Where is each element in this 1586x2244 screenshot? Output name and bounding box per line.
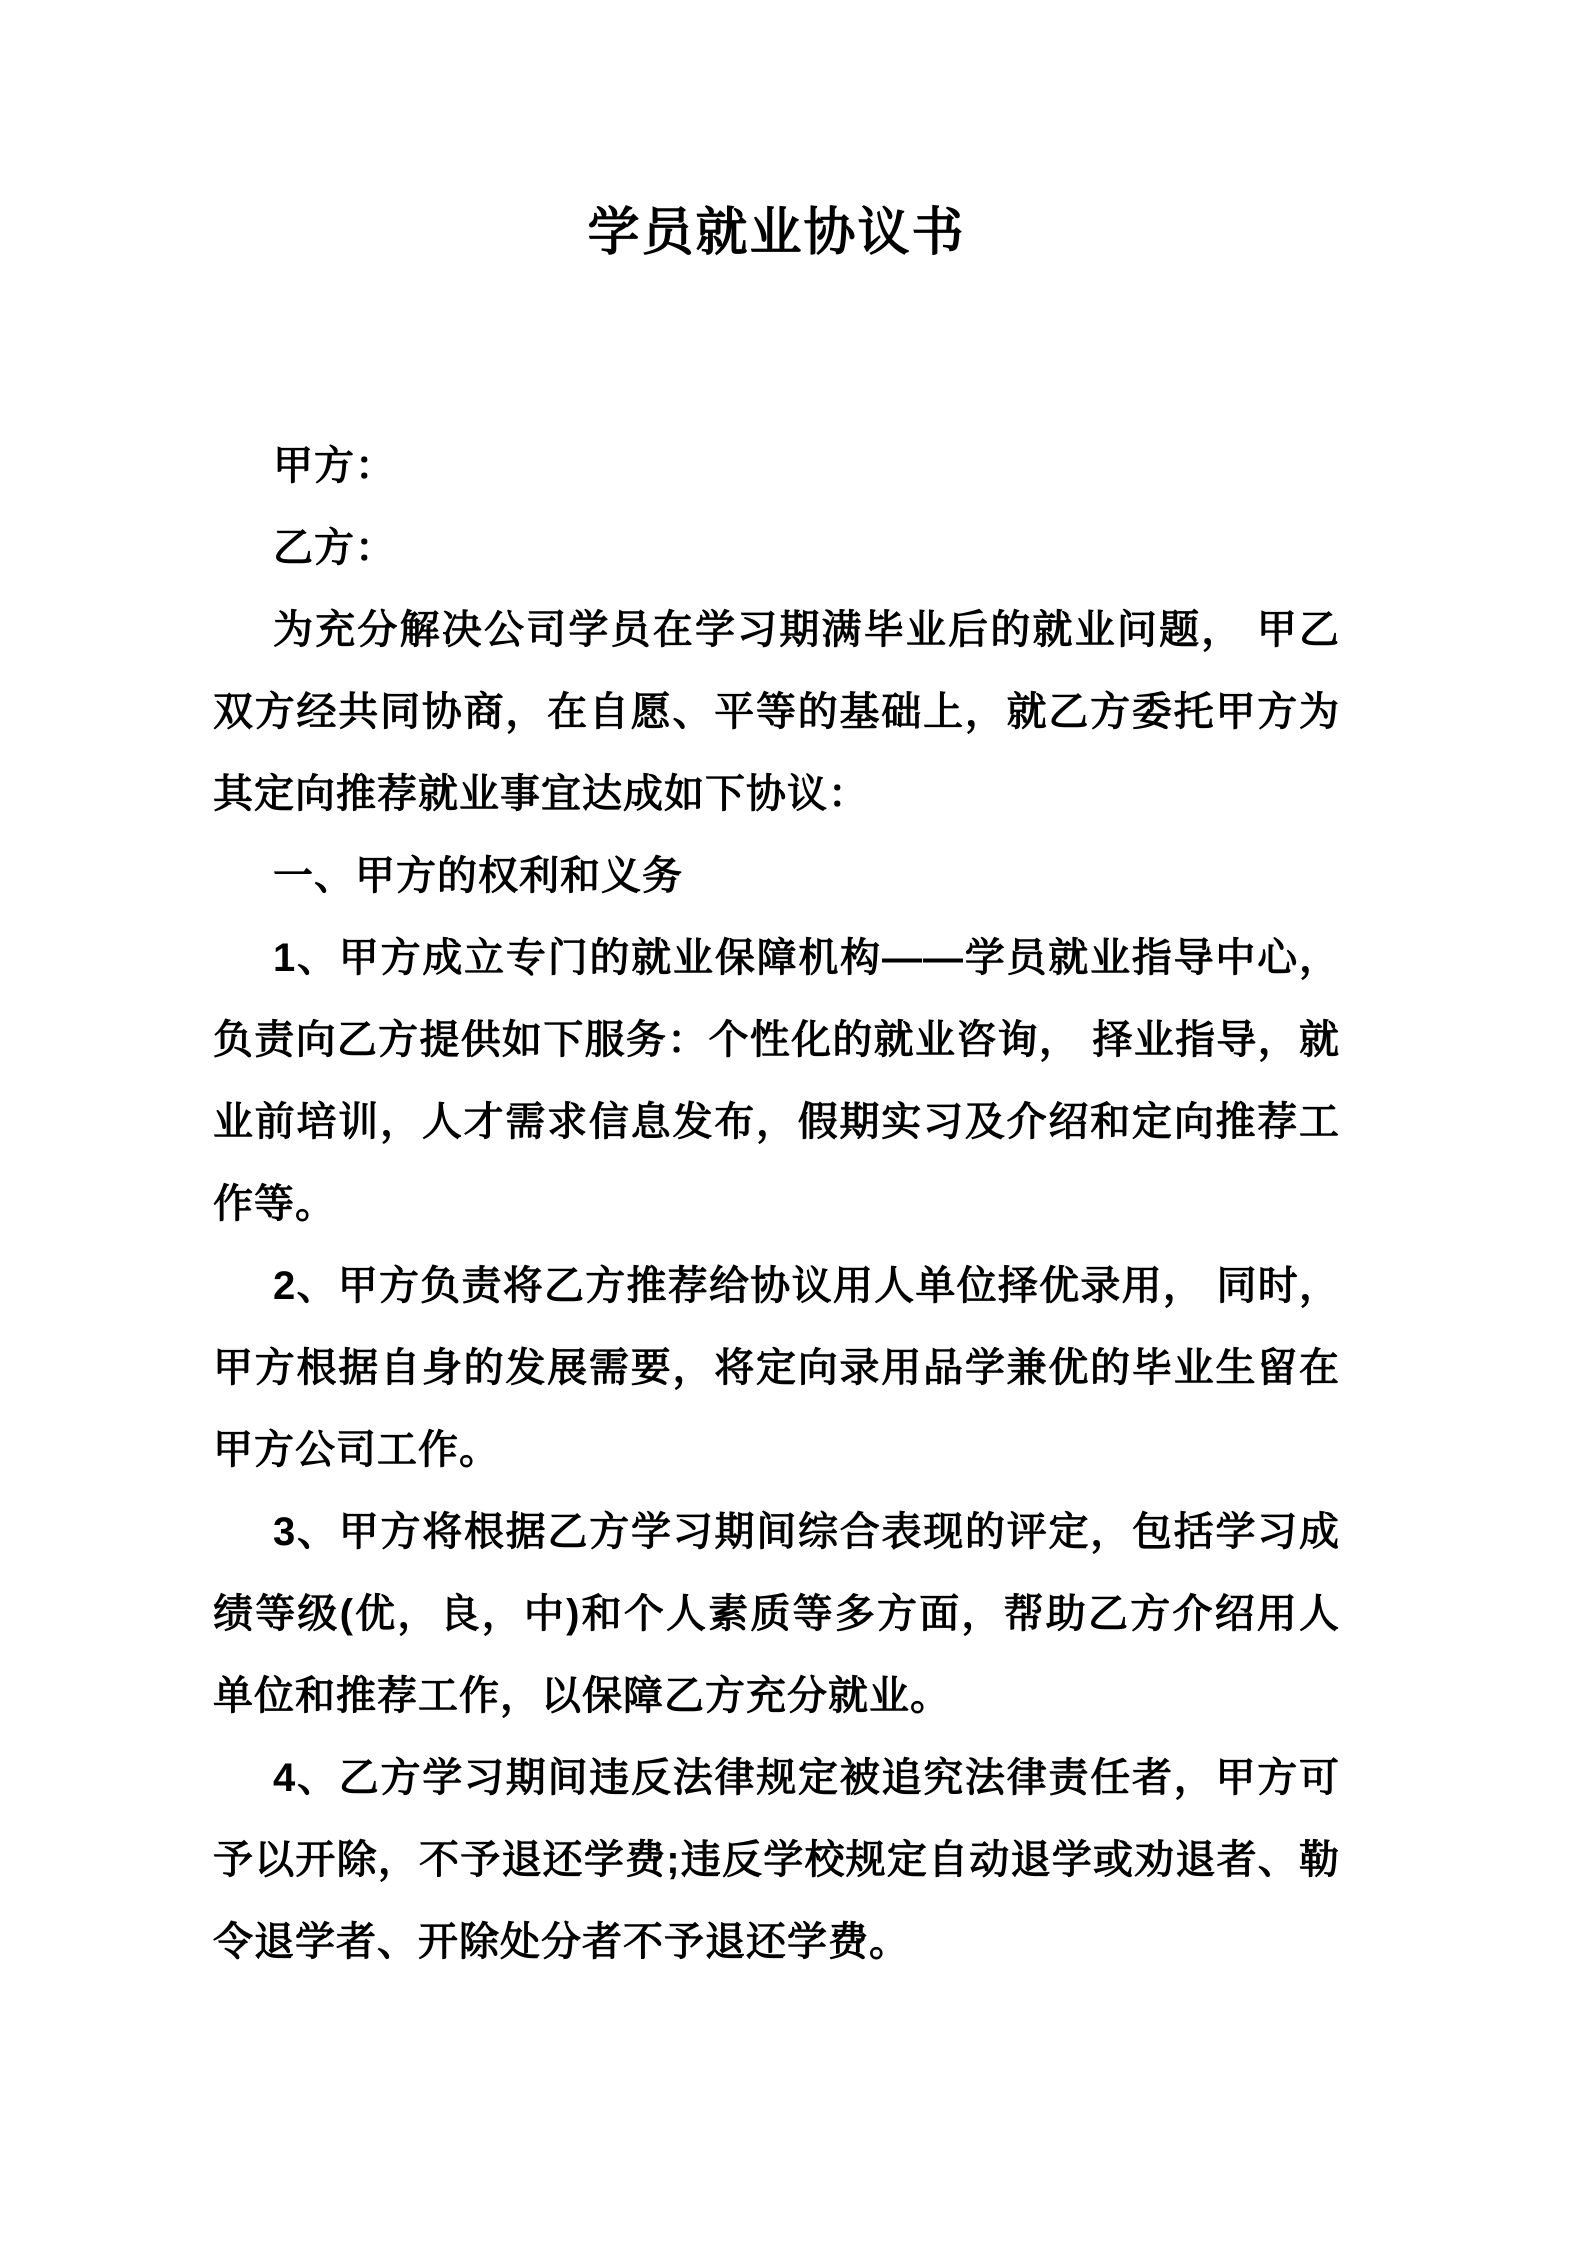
paragraph-party-b: 乙方： <box>273 526 396 570</box>
paragraph-party-a: 甲方： <box>273 444 396 488</box>
paragraph-preamble: 为充分解决公司学员在学习期满毕业后的就业问题， 甲乙双方经共同协商，在自愿、平等的基础上，就乙方委托甲方为其定向推荐就业事宜达成如下协议： <box>213 608 1340 816</box>
paragraph-clause-1: 1、甲方成立专门的就业保障机构——学员就业指导中心，负责向乙方提供如下服务：个性化的就业咨询， 择业指导，就业前培训，人才需求信息发布，假期实习及介绍和定向推荐工作等。 <box>213 936 1340 1226</box>
paragraph-section-1-heading: 一、甲方的权利和义务 <box>273 854 683 898</box>
document-title: 学员就业协议书 <box>587 204 966 262</box>
document-body <box>213 425 1340 1983</box>
paragraph-clause-4: 4、乙方学习期间违反法律规定被追究法律责任者，甲方可予以开除，不予退还学费;违反学校规定自动退学或劝退者、勒令退学者、开除处分者不予退还学费。 <box>213 1756 1340 1964</box>
paragraph-clause-2: 2、甲方负责将乙方推荐给协议用人单位择优录用， 同时，甲方根据自身的发展需要，将定向录用品学兼优的毕业生留在甲方公司工作。 <box>213 1264 1340 1472</box>
paragraph-clause-3: 3、甲方将根据乙方学习期间综合表现的评定，包括学习成绩等级(优，良，中)和个人素质等多方面，帮助乙方介绍用人单位和推荐工作，以保障乙方充分就业。 <box>213 1510 1340 1718</box>
